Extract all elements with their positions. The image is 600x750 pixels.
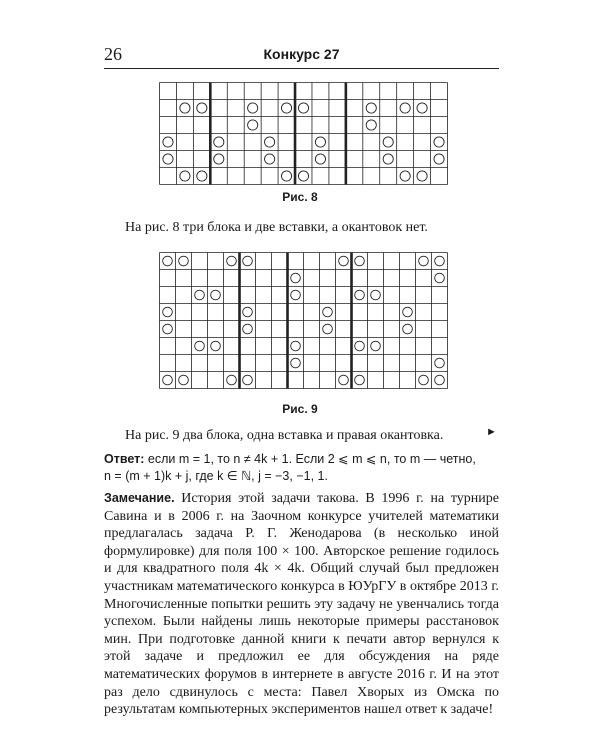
mine-circle: [355, 341, 365, 351]
mine-circle: [291, 358, 301, 368]
mine-circle: [366, 120, 376, 130]
mine-circle: [383, 154, 393, 164]
mine-circle: [417, 171, 427, 181]
answer-block: [104, 451, 499, 485]
mine-circle: [291, 341, 301, 351]
mine-circle: [435, 256, 445, 266]
mine-circle: [435, 375, 445, 385]
remark-paragraph: [104, 490, 499, 719]
mine-circle: [366, 103, 376, 113]
mine-circle: [339, 375, 349, 385]
mine-circle: [197, 171, 207, 181]
mine-circle: [435, 273, 445, 283]
answer-line-1: если m = 1, то n ≠ 4k + 1. Если 2 ⩽ m ⩽ n, то m — четно,: [144, 452, 476, 466]
mine-circle: [265, 137, 275, 147]
mine-circle: [179, 256, 189, 266]
mine-circle: [400, 103, 410, 113]
figure-8-grid: [159, 82, 448, 185]
mine-circle: [243, 307, 253, 317]
mine-circle: [197, 103, 207, 113]
mine-circle: [163, 307, 173, 317]
mine-circle: [163, 375, 173, 385]
mine-circle: [298, 103, 308, 113]
mine-circle: [180, 103, 190, 113]
mine-circle: [434, 154, 444, 164]
mine-circle: [435, 358, 445, 368]
mine-circle: [243, 324, 253, 334]
mine-circle: [211, 290, 221, 300]
mine-circle: [179, 375, 189, 385]
remark-body: История этой задачи такова. В 1996 г. на турнире Савина и в 2006 г. на Заочном конкурсе учителей математики предлагалась задача Р. Г. Женодарова (в несколько иной формулировке) для поля 100 × 100. Авторское решение годилось и для квадратного поля 4k × 4k. Общий случай был предложен участникам математического конкурса в ЮУрГУ в октябре 2013 г. Многочисленные попытки решить эту задачу не увенчались тогда успехом. Были найдены лишь некоторые примеры расстановок мин. При подготовке данной книги к печати автор вернулся к этой задаче и предложил ее для обсуждения на ряде математических форумов в интернете в августе 2016 г. И на этот раз дело сдвинулось с места: Павел Хворых из Омска по результатам компьютерных экспериментов нашел ответ к задаче!: [104, 491, 499, 718]
mine-circle: [180, 171, 190, 181]
mine-circle: [339, 256, 349, 266]
mine-circle: [371, 341, 381, 351]
mine-circle: [227, 256, 237, 266]
page-number: 26: [104, 44, 122, 64]
mine-circle: [355, 256, 365, 266]
mine-circle: [248, 120, 258, 130]
figure-8-caption: Рис. 8: [282, 190, 318, 204]
mine-circle: [195, 341, 205, 351]
mine-circle: [291, 273, 301, 283]
mine-circle: [163, 256, 173, 266]
mine-circle: [383, 137, 393, 147]
mine-circle: [243, 375, 253, 385]
mine-circle: [417, 103, 427, 113]
mine-circle: [315, 137, 325, 147]
mine-circle: [400, 171, 410, 181]
mine-circle: [419, 256, 429, 266]
mine-circle: [419, 375, 429, 385]
end-of-solution-marker: ►: [486, 426, 497, 438]
mine-circle: [243, 256, 253, 266]
mine-circle: [371, 290, 381, 300]
answer-line-2: n = (m + 1)k + j, где k ∈ ℕ, j = −3, −1, 1.: [104, 469, 328, 483]
mine-circle: [265, 154, 275, 164]
mine-circle: [214, 137, 224, 147]
mine-circle: [323, 324, 333, 334]
mine-circle: [211, 341, 221, 351]
mine-circle: [163, 137, 173, 147]
figure-9-caption: Рис. 9: [282, 402, 318, 416]
mine-circle: [281, 103, 291, 113]
mine-circle: [315, 154, 325, 164]
mine-circle: [214, 154, 224, 164]
header-rule: [104, 68, 499, 69]
mine-circle: [248, 103, 258, 113]
remark-label: Замечание.: [104, 491, 175, 505]
figure-9-grid: [159, 252, 448, 389]
mine-circle: [163, 154, 173, 164]
mine-circle: [298, 171, 308, 181]
mine-circle: [281, 171, 291, 181]
mine-circle: [355, 375, 365, 385]
page-header: [104, 44, 499, 66]
mine-circle: [227, 375, 237, 385]
mine-circle: [403, 307, 413, 317]
section-title: Конкурс 27: [263, 46, 340, 62]
mine-circle: [163, 324, 173, 334]
figure-8-description: На рис. 8 три блока и две вставки, а окантовок нет.: [125, 220, 428, 235]
figure-9-description: На рис. 9 два блока, одна вставка и правая окантовка.: [125, 428, 444, 443]
answer-label: Ответ:: [104, 452, 145, 466]
mine-circle: [195, 290, 205, 300]
mine-circle: [355, 290, 365, 300]
mine-circle: [323, 307, 333, 317]
mine-circle: [291, 290, 301, 300]
mine-circle: [403, 324, 413, 334]
mine-circle: [434, 137, 444, 147]
